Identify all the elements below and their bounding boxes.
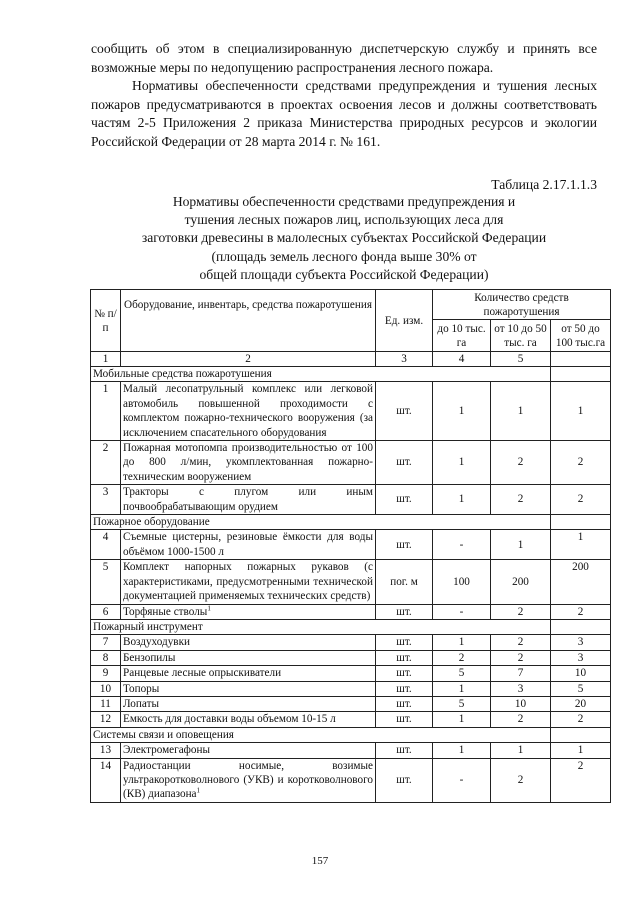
row-qty-large: 5 [551,681,611,696]
table-row [91,696,611,711]
row-qty-medium: 1 [491,530,551,560]
row-qty-medium: 1 [491,382,551,441]
row-unit: шт. [376,743,433,758]
norms-table [90,289,611,803]
section-equipment: Пожарное оборудование [91,515,551,530]
row-name: Пожарная мотопомпа производительностью от 100 до 800 л/мин, укомплектованная пожарно-техническим вооружением [121,441,376,485]
table-title-line: (площадь земель лесного фонда выше 30% от [211,248,477,264]
section-row [91,367,611,382]
footnote-mark: 1 [207,603,211,612]
table-row [91,441,611,485]
row-qty-small: 100 [433,560,491,604]
header-row [91,290,611,320]
row-name: Топоры [121,681,376,696]
column-number-row [91,352,611,367]
row-qty-small: - [433,530,491,560]
row-qty-large: 1 [551,382,611,441]
row-name: Малый лесопатрульный комплекс или легковой автомобиль повышенной проходимости с комплектом пожарно-технического вооружения (за исключением спасательного оборудования [121,382,376,441]
row-name: Емкость для доставки воды объемом 10-15 л [121,712,376,727]
row-qty-small: - [433,758,491,802]
row-name-text: Торфяные стволы [123,605,208,618]
row-unit: шт. [376,485,433,515]
row-name: Съемные цистерны, резиновые ёмкости для воды объёмом 1000-1500 л [121,530,376,560]
row-name: Электромегафоны [121,743,376,758]
row-unit: шт. [376,666,433,681]
section-row [91,515,611,530]
table-row [91,604,611,619]
row-unit: шт. [376,696,433,711]
row-unit: шт. [376,635,433,650]
table-row [91,485,611,515]
row-qty-large: 2 [551,758,611,802]
row-number: 5 [91,560,121,604]
row-number: 3 [91,485,121,515]
row-qty-large: 2 [551,441,611,485]
header-num: № п/п [91,290,121,352]
column-number: 2 [121,352,376,367]
footnote-mark: 1 [196,786,201,795]
section-tools: Пожарный инструмент [91,619,551,634]
table-row [91,560,611,604]
table-row [91,758,611,802]
table-row [91,382,611,441]
table-title [91,193,597,284]
row-qty-medium: 1 [491,743,551,758]
intro-paragraph-1: сообщить об этом в специализированную диспетчерскую службу и принять все возможные меры по недопущению распространения лесного пожара. [91,41,597,75]
row-qty-large: 200 [551,560,611,604]
column-number [551,352,611,367]
column-number: 3 [376,352,433,367]
row-number: 11 [91,696,121,711]
row-number: 14 [91,758,121,802]
row-unit: шт. [376,650,433,665]
row-unit: шт. [376,441,433,485]
row-qty-small: 5 [433,666,491,681]
table-row [91,681,611,696]
row-number: 4 [91,530,121,560]
section-comms: Системы связи и оповещения [91,727,551,742]
row-qty-small: - [433,604,491,619]
row-qty-large: 20 [551,696,611,711]
row-name: Комплект напорных пожарных рукавов (с характеристиками, предусмотренными технической документацией применяемых технических средств) [121,560,376,604]
row-qty-small: 1 [433,712,491,727]
section-row [91,619,611,634]
row-qty-large: 2 [551,604,611,619]
row-name: Бензопилы [121,650,376,665]
row-number: 1 [91,382,121,441]
row-number: 9 [91,666,121,681]
row-qty-medium: 2 [491,712,551,727]
intro-paragraph-2: Нормативы обеспеченности средствами предупреждения и тушения лесных пожаров предусматриваются в проектах освоения лесов и должны соответствовать частям 2-5 Приложения 2 приказа Министерства природных ресурсов и экологии Российской Федерации от 28 марта 2014 г. № 161. [91,78,597,149]
row-qty-medium: 2 [491,650,551,665]
row-name: Воздуходувки [121,635,376,650]
intro-text [91,40,597,151]
column-number: 5 [491,352,551,367]
row-number: 7 [91,635,121,650]
row-number: 13 [91,743,121,758]
row-name: Тракторы с плугом или иным почвообрабатывающим орудием [121,485,376,515]
row-number: 2 [91,441,121,485]
row-qty-large: 1 [551,743,611,758]
row-name: Ранцевые лесные опрыскиватели [121,666,376,681]
table-label: Таблица 2.17.1.1.3 [491,177,597,192]
row-unit: шт. [376,530,433,560]
row-qty-medium: 2 [491,441,551,485]
row-qty-small: 1 [433,485,491,515]
row-qty-medium: 2 [491,604,551,619]
row-qty-medium: 2 [491,635,551,650]
page-number: 157 [311,855,329,867]
row-unit: шт. [376,712,433,727]
row-qty-large: 10 [551,666,611,681]
row-qty-small: 1 [433,743,491,758]
row-name: Лопаты [121,696,376,711]
row-qty-small: 1 [433,441,491,485]
row-qty-medium: 200 [491,560,551,604]
header-equipment: Оборудование, инвентарь, средства пожаротушения [121,290,376,352]
table-row [91,712,611,727]
header-quantity: Количество средств пожаротушения [433,290,611,320]
row-qty-medium: 7 [491,666,551,681]
row-qty-medium: 2 [491,758,551,802]
table-row [91,635,611,650]
section-mobile: Мобильные средства пожаротушения [91,367,551,382]
row-unit: шт. [376,604,433,619]
row-qty-large: 3 [551,635,611,650]
table-title-line: тушения лесных пожаров лиц, использующих леса для [184,212,504,228]
table-row [91,666,611,681]
row-qty-small: 1 [433,681,491,696]
row-unit: пог. м [376,560,433,604]
row-qty-large: 2 [551,485,611,515]
row-qty-large: 2 [551,712,611,727]
row-qty-large: 3 [551,650,611,665]
table-row [91,530,611,560]
row-number: 12 [91,712,121,727]
row-number: 8 [91,650,121,665]
row-qty-small: 2 [433,650,491,665]
row-qty-medium: 10 [491,696,551,711]
table-row [91,650,611,665]
row-unit: шт. [376,681,433,696]
table-title-line: общей площади субъекта Российской Федерации) [199,266,489,282]
row-unit: шт. [376,758,433,802]
header-size-2: от 10 до 50 тыс. га [491,320,551,352]
row-unit: шт. [376,382,433,441]
header-size-3: от 50 до 100 тыс.га [551,320,611,352]
header-unit: Ед. изм. [376,290,433,352]
row-qty-medium: 3 [491,681,551,696]
row-number: 6 [91,604,121,619]
row-name [121,604,376,619]
column-number: 1 [91,352,121,367]
table-title-line: Нормативы обеспеченности средствами предупреждения и [172,194,516,209]
row-name [121,758,376,802]
table-title-line: заготовки древесины в малолесных субъектах Российской Федерации [141,230,547,246]
row-number: 10 [91,681,121,696]
row-qty-small: 1 [433,635,491,650]
section-row [91,727,611,742]
row-qty-small: 1 [433,382,491,441]
row-qty-medium: 2 [491,485,551,515]
header-size-1: до 10 тыс. га [433,320,491,352]
table-row [91,743,611,758]
column-number: 4 [433,352,491,367]
row-qty-small: 5 [433,696,491,711]
row-qty-large: 1 [551,530,611,560]
row-name-text: Радиостанции носимые, возимые ультракоротковолнового (УКВ) и коротковолнового (КВ) диапазона [123,759,373,801]
